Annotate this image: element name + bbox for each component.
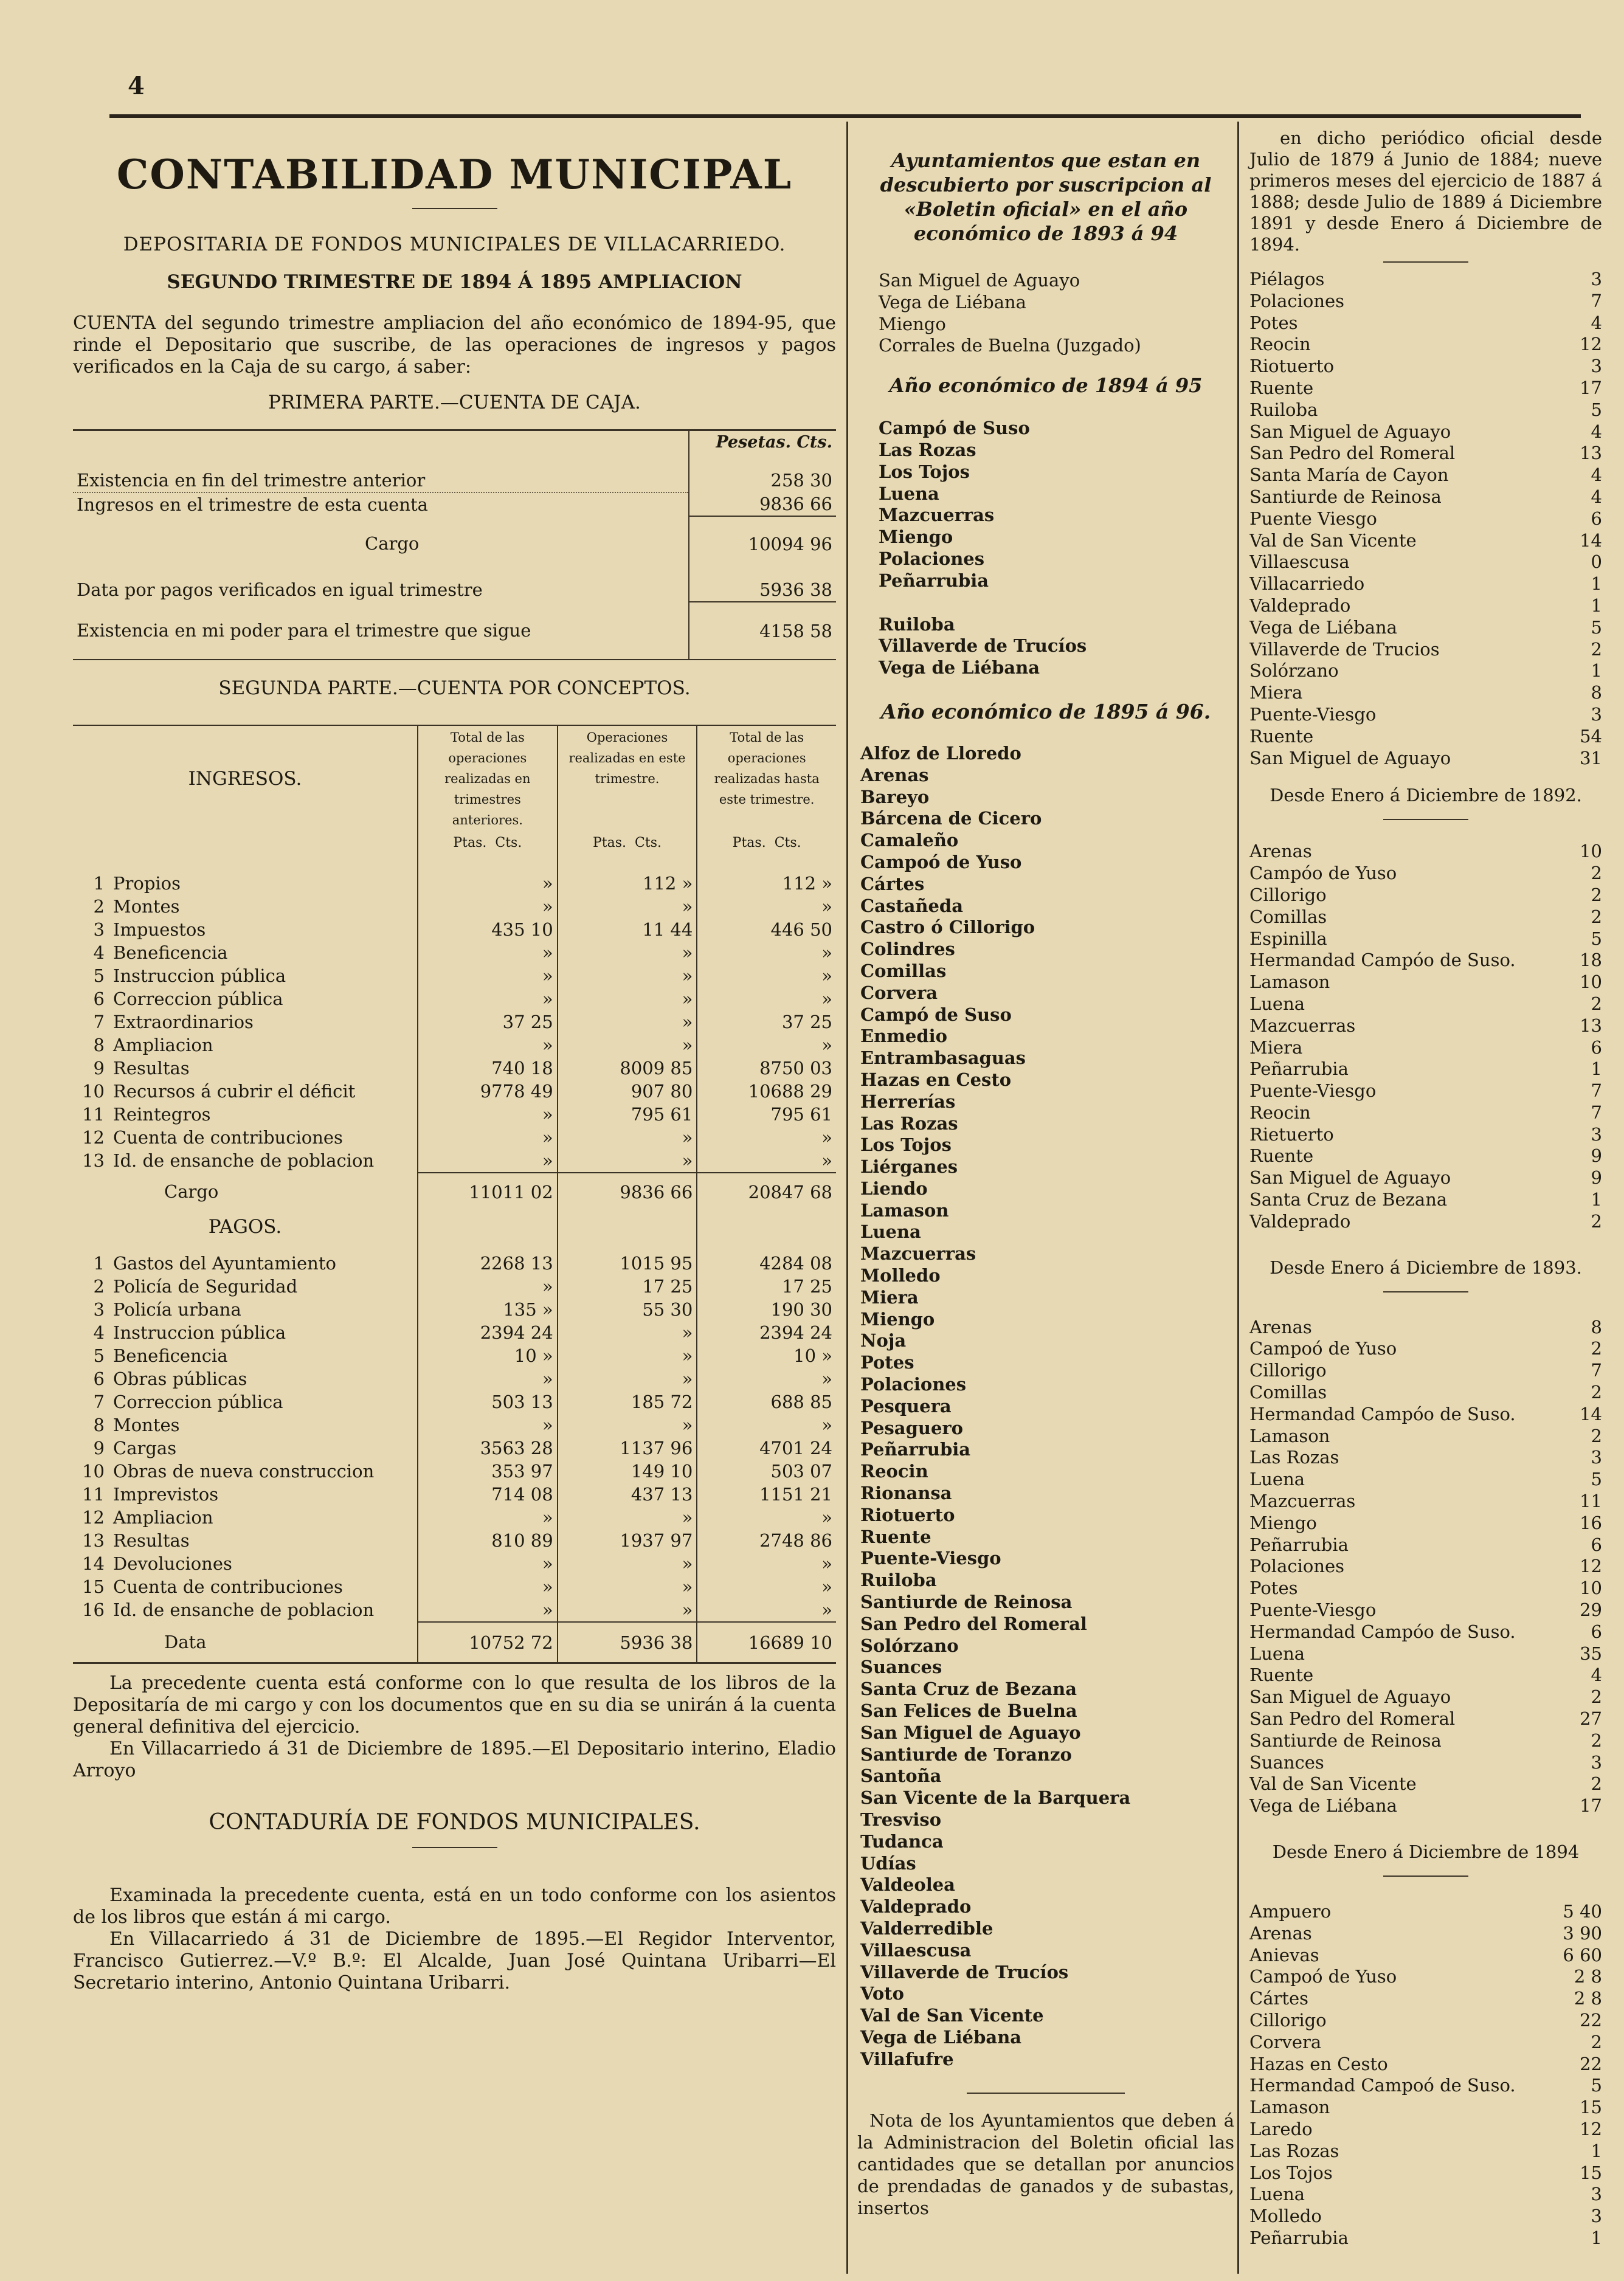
debt-row: Suances 3 xyxy=(1249,1751,1602,1773)
debt-row: Santa Cruz de Bezana 1 xyxy=(1249,1189,1602,1210)
part1-header: Pesetas. Cts. xyxy=(689,431,836,454)
ayuntamiento-item: Santa Cruz de Bezana xyxy=(860,1679,1077,1700)
debt-row: Rietuerto 3 xyxy=(1249,1123,1602,1145)
debt-row: Puente-Viesgo 29 xyxy=(1249,1599,1602,1621)
nota-paragraph: Nota de los Ayuntamientos que deben á la Administracion del Boletin oficial las cantidades que se detallan por anuncios de prendadas de ganados y de subastas, insertos xyxy=(857,2110,1234,2218)
concept-row: 5 Instruccion pública » » » xyxy=(73,964,836,987)
ayuntamiento-item: Las Rozas xyxy=(860,1113,958,1134)
debt-row: Cillorigo 22 xyxy=(1249,2009,1602,2031)
debt-row: Molledo 3 xyxy=(1249,2206,1602,2227)
part1-title: PRIMERA PARTE.—CUENTA DE CAJA. xyxy=(268,392,641,413)
debt-row: Val de San Vicente 2 xyxy=(1249,1773,1602,1795)
ayuntamiento-item: Pesaguero xyxy=(860,1417,964,1438)
ayuntamiento-item: Corrales de Buelna (Juzgado) xyxy=(879,335,1141,356)
debt-row: San Miguel de Aguayo 2 xyxy=(1249,1686,1602,1708)
concept-row: 7 Extraordinarios 37 25 » 37 25 xyxy=(73,1010,836,1034)
part1-row: Data por pagos verificados en igual trimestre 5936 38 xyxy=(73,566,836,602)
part2-table: INGRESOS. Total de las operaciones realizadas en trimestres anteriores. Operaciones realizadas en este trimestre. Total de las operaciones realizadas hasta este trimestre. Ptas. Cts. Ptas. Cts. Ptas. Cts. 1 Propios » 112 » 112 » 2 Montes » » » 3 Impuestos 435 10 11 44 446 50 4 Beneficencia » » » 5 Instruccion pública » » » 6 Correccion pública » » » 7 Extraordinarios 37 25 » 37 25 8 Ampliacion » » » 9 Resultas 740 18 8009 85 8750 03 10 Recursos á cubrir el déficit 9778 49 907 80 10688 29 11 Reintegros » 795 61 795 61 12 Cuenta de contribuciones » » » 13 Id. de ensanche de poblacion » » » Cargo 11011 02 9836 66 20847 68 PAGOS. 1 Gastos del Ayuntamiento 2268 13 1015 95 4284 08 2 Policía de Seguridad » 17 25 17 25 3 Policía urbana 135 » 55 30 190 30 4 Instruccion pública 2394 24 » 2394 24 5 Beneficencia 10 » » 10 » 6 Obras públicas » » » 7 Correccion pública 503 13 185 72 688 85 8 Montes » » » 9 Cargas 3563 28 1137 96 4701 24 10 Obras de nueva construccion 353 97 149 10 503 07 11 Imprevistos 714 08 437 13 1151 21 12 Ampliacion » » » 13 Resultas 810 89 1937 97 2748 86 14 Devoluciones » » » 15 Cuenta de contribuciones » » » 16 Id. de ensanche de poblacion » » » Data 10752 72 5936 38 16689 10 xyxy=(73,725,836,1662)
ayuntamiento-item: Polaciones xyxy=(879,548,985,569)
ayuntamiento-item: San Miguel de Aguayo xyxy=(879,270,1080,291)
ayuntamiento-item: Entrambasaguas xyxy=(860,1047,1026,1069)
concept-row: 10 Obras de nueva construccion 353 97 149 10 503 07 xyxy=(73,1460,836,1483)
concept-row: 9 Resultas 740 18 8009 85 8750 03 xyxy=(73,1057,836,1080)
debt-row: Hermandad Campoó de Suso. 5 xyxy=(1249,2075,1602,2096)
debt-row: Arenas 8 xyxy=(1249,1316,1602,1337)
part1-row: Existencia en fin del trimestre anterior 258 30 xyxy=(73,469,836,492)
debt-row: Comillas 2 xyxy=(1249,906,1602,927)
debt-row: Vega de Liébana 17 xyxy=(1249,1795,1602,1817)
debt-row: Lamason 10 xyxy=(1249,971,1602,993)
pagos-heading: PAGOS. xyxy=(208,1216,282,1238)
debt-row: Las Rozas 1 xyxy=(1249,2140,1602,2161)
ayuntamiento-item: Campoó de Yuso xyxy=(860,851,1022,872)
debt-row: Santiurde de Reinosa 2 xyxy=(1249,1730,1602,1751)
ayuntamiento-item: Miengo xyxy=(879,526,953,548)
heading-1893: Desde Enero á Diciembre de 1893. xyxy=(1270,1257,1582,1278)
ayuntamiento-item: Hazas en Cesto xyxy=(860,1069,1012,1090)
ayuntamiento-item: Pesquera xyxy=(860,1395,952,1417)
debt-row: San Miguel de Aguayo 4 xyxy=(1249,421,1602,442)
debt-row: Polaciones 12 xyxy=(1249,1556,1602,1577)
ayuntamiento-item: San Miguel de Aguayo xyxy=(860,1722,1081,1743)
debt-row: Arenas 3 90 xyxy=(1249,1922,1602,1944)
ayuntamiento-item: Enmedio xyxy=(860,1026,947,1047)
ayuntamiento-item: Tudanca xyxy=(860,1831,944,1852)
debt-row: Peñarrubia 1 xyxy=(1249,1058,1602,1080)
ayuntamiento-item: Liendo xyxy=(860,1178,928,1199)
debt-row: Santa María de Cayon 4 xyxy=(1249,464,1602,486)
debt-row: Ruente 17 xyxy=(1249,377,1602,398)
debt-row: Ampuero 5 40 xyxy=(1249,1901,1602,1922)
ayuntamiento-item: San Felices de Buelna xyxy=(860,1700,1077,1722)
ayuntamiento-item: Miengo xyxy=(879,313,946,334)
ayuntamiento-item: Luena xyxy=(860,1221,921,1243)
contaduria-signature: En Villacarriedo á 31 de Diciembre de 1895.—El Regidor Interventor, Francisco Gutierrez.—V.º B.º: El Alcalde, Juan José Quintana Uribarri—El Secretario interino, Antonio Quintana Uribarri. xyxy=(73,1928,836,1993)
concept-row: 3 Policía urbana 135 » 55 30 190 30 xyxy=(73,1298,836,1321)
ayuntamiento-item: Villaescusa xyxy=(860,1939,972,1961)
intro-paragraph: CUENTA del segundo trimestre ampliacion del año económico de 1894-95, que rinde el Depositario que suscribe, de las operaciones de ingresos y pagos verificados en la Caja de su cargo, á saber: xyxy=(73,312,836,378)
debt-row: Corvera 2 xyxy=(1249,2031,1602,2052)
list-1894-95-b xyxy=(857,614,1234,679)
ayuntamiento-item: Rionansa xyxy=(860,1483,952,1504)
ayuntamiento-item: Castro ó Cillorigo xyxy=(860,917,1035,938)
ayuntamiento-item: Arenas xyxy=(860,764,929,785)
list-deudas-1894 xyxy=(1249,1901,1602,2249)
depositario-signature: En Villacarriedo á 31 de Diciembre de 1895.—El Depositario interino, Eladio Arroyo xyxy=(73,1738,836,1781)
debt-row: Comillas 2 xyxy=(1249,1382,1602,1403)
concept-row: 1 Propios » 112 » 112 » xyxy=(73,872,836,895)
subtitle: SEGUNDO TRIMESTRE DE 1894 Á 1895 AMPLIACION xyxy=(167,271,742,293)
office-heading: DEPOSITARIA DE FONDOS MUNICIPALES DE VILLACARRIEDO. xyxy=(123,233,786,255)
concept-row: 13 Resultas 810 89 1937 97 2748 86 xyxy=(73,1529,836,1552)
concept-row: 15 Cuenta de contribuciones » » » xyxy=(73,1575,836,1598)
debt-row: Campóo de Yuso 2 xyxy=(1249,863,1602,884)
debt-row: Villacarriedo 1 xyxy=(1249,573,1602,595)
debt-row: Riotuerto 3 xyxy=(1249,356,1602,377)
concept-row: 6 Obras públicas » » » xyxy=(73,1367,836,1390)
ayuntamiento-item: Liérganes xyxy=(860,1156,958,1178)
column-accounts xyxy=(73,128,836,1994)
ayuntamiento-item: Valdeolea xyxy=(860,1874,955,1896)
concept-row: 14 Devoluciones » » » xyxy=(73,1552,836,1575)
deudas-intro: en dicho periódico oficial desde Julio de 1879 á Junio de 1884; nueve primeros meses del ejercicio de 1887 á 1888; desde Julio de 1889 á Diciembre 1891 y desde Enero á Diciembre de 1894. xyxy=(1249,128,1602,255)
ayuntamiento-item: Peñarrubia xyxy=(879,570,989,591)
part2-bottom-rule xyxy=(73,1662,836,1664)
debt-row: Puente Viesgo 6 xyxy=(1249,508,1602,529)
ayuntamiento-item: Cártes xyxy=(860,873,925,894)
debt-row: Cártes 2 8 xyxy=(1249,1988,1602,2009)
concept-row: 2 Policía de Seguridad » 17 25 17 25 xyxy=(73,1275,836,1298)
list-deudas-1 xyxy=(1249,269,1602,769)
ayuntamiento-item: Miera xyxy=(860,1286,919,1308)
debt-row: Santiurde de Reinosa 4 xyxy=(1249,486,1602,507)
heading-1892: Desde Enero á Diciembre de 1892. xyxy=(1270,785,1582,806)
suscripcion-title: Ayuntamientos que estan en descubierto por suscripcion al «Boletin oficial» en el año económico de 1893 á 94 xyxy=(880,149,1212,245)
debt-row: Hermandad Campóo de Suso. 6 xyxy=(1249,1621,1602,1642)
concept-row: 1 Gastos del Ayuntamiento 2268 13 1015 95 4284 08 xyxy=(73,1252,836,1275)
list-1895-96 xyxy=(857,743,1234,2071)
concept-row: 7 Correccion pública 503 13 185 72 688 85 xyxy=(73,1390,836,1413)
debt-row: Peñarrubia 6 xyxy=(1249,1534,1602,1555)
ayuntamiento-item: San Vicente de la Barquera xyxy=(860,1787,1131,1809)
debt-row: Luena 35 xyxy=(1249,1643,1602,1664)
ayuntamiento-item: Campó de Suso xyxy=(860,1004,1012,1025)
ayuntamiento-item: Potes xyxy=(860,1352,914,1373)
column-suscripcion xyxy=(857,128,1234,2219)
debt-row: Los Tojos 15 xyxy=(1249,2162,1602,2183)
debt-row: Miera 8 xyxy=(1249,682,1602,703)
debt-row: Cillorigo 2 xyxy=(1249,884,1602,905)
ayuntamiento-item: Corvera xyxy=(860,982,938,1003)
list-deudas-1892 xyxy=(1249,841,1602,1232)
debt-row: Villaverde de Trucios 2 xyxy=(1249,638,1602,660)
closing-paragraph: La precedente cuenta está conforme con lo que resulta de los libros de la Depositaría de mi cargo y con los documentos que en su dia se unirán á la cuenta general definitiva del ejercicio. xyxy=(73,1672,836,1737)
concept-row: 9 Cargas 3563 28 1137 96 4701 24 xyxy=(73,1437,836,1460)
debt-row: Luena 3 xyxy=(1249,2184,1602,2205)
ayuntamiento-item: Suances xyxy=(860,1657,942,1678)
ayuntamiento-item: Las Rozas xyxy=(879,439,976,460)
ayuntamiento-item: Santiurde de Reinosa xyxy=(860,1592,1073,1613)
ayuntamiento-item: Peñarrubia xyxy=(860,1439,971,1460)
cargo-total-row: Cargo 11011 02 9836 66 20847 68 xyxy=(73,1173,836,1210)
debt-row: Reocin 12 xyxy=(1249,334,1602,355)
part1-row: Existencia en mi poder para el trimestre que sigue 4158 58 xyxy=(73,602,836,659)
ayuntamiento-item: Colindres xyxy=(860,939,955,960)
ayuntamiento-item: Villaverde de Trucíos xyxy=(879,635,1087,657)
ayuntamiento-item: Villafufre xyxy=(860,2048,954,2069)
ayuntamiento-item: Voto xyxy=(860,1983,904,2004)
ayuntamiento-item: Lamason xyxy=(860,1199,949,1221)
list-deudas-1893 xyxy=(1249,1317,1602,1817)
concept-row: 11 Imprevistos 714 08 437 13 1151 21 xyxy=(73,1483,836,1506)
ayuntamiento-item: Santiurde de Toranzo xyxy=(860,1744,1072,1765)
debt-row: Miengo 16 xyxy=(1249,1512,1602,1533)
concept-row: 2 Montes » » » xyxy=(73,895,836,918)
ayuntamiento-item: Herrerías xyxy=(860,1091,956,1112)
ayuntamiento-item: Castañeda xyxy=(860,895,963,916)
concept-row: 4 Beneficencia » » » xyxy=(73,941,836,964)
debt-row: Puente-Viesgo 3 xyxy=(1249,703,1602,725)
ayuntamiento-item: Los Tojos xyxy=(860,1134,952,1156)
heading-1894-95: Año económico de 1894 á 95 xyxy=(889,374,1203,398)
ayuntamiento-item: Mazcuerras xyxy=(860,1243,976,1265)
ayuntamiento-item: Val de San Vicente xyxy=(860,2005,1044,2026)
debt-row: Las Rozas 3 xyxy=(1249,1447,1602,1468)
note-rule xyxy=(967,2093,1125,2094)
debt-row: Ruente 9 xyxy=(1249,1145,1602,1167)
debt-row: Arenas 10 xyxy=(1249,841,1602,862)
list-1893-94 xyxy=(857,270,1234,357)
debt-row: Puente-Viesgo 7 xyxy=(1249,1080,1602,1102)
ayuntamiento-item: Bárcena de Cicero xyxy=(860,808,1042,829)
part1-bottom-rule xyxy=(73,659,836,660)
debt-row: Luena 5 xyxy=(1249,1469,1602,1490)
ayuntamiento-item: Mazcuerras xyxy=(879,505,995,526)
list-1894-95 xyxy=(857,418,1234,592)
debt-row: Hazas en Cesto 22 xyxy=(1249,2053,1602,2074)
debt-row: Ruente 4 xyxy=(1249,1665,1602,1686)
debt-row: Ruiloba 5 xyxy=(1249,399,1602,420)
ayuntamiento-item: Ruiloba xyxy=(879,613,955,635)
ayuntamiento-item: Vega de Liébana xyxy=(879,657,1040,678)
debt-row: Villaescusa 0 xyxy=(1249,551,1602,573)
title-dash xyxy=(412,208,497,209)
debt-row: Valdeprado 1 xyxy=(1249,595,1602,616)
concept-row: 4 Instruccion pública 2394 24 » 2394 24 xyxy=(73,1321,836,1344)
ayuntamiento-item: Noja xyxy=(860,1330,907,1351)
ayuntamiento-item: Reocin xyxy=(860,1461,928,1482)
column-deudas xyxy=(1249,128,1602,2249)
ayuntamiento-item: Ruiloba xyxy=(860,1570,937,1591)
debt-row: Solórzano 1 xyxy=(1249,660,1602,682)
debt-row: Potes 10 xyxy=(1249,1578,1602,1599)
ayuntamiento-item: Polaciones xyxy=(860,1374,967,1395)
debt-row: Anievas 6 60 xyxy=(1249,1944,1602,1965)
ayuntamiento-item: Villaverde de Trucíos xyxy=(860,1961,1069,1983)
ayuntamiento-item: Vega de Liébana xyxy=(860,2026,1022,2048)
concept-row: 13 Id. de ensanche de poblacion » » » xyxy=(73,1149,836,1173)
debt-row: Hermandad Campóo de Suso. 14 xyxy=(1249,1403,1602,1424)
part1-row-cargo: Cargo 10094 96 xyxy=(73,516,836,566)
debt-row: Reocin 7 xyxy=(1249,1102,1602,1123)
ayuntamiento-item: Vega de Liébana xyxy=(879,291,1026,312)
part2-title: SEGUNDA PARTE.—CUENTA POR CONCEPTOS. xyxy=(218,677,691,699)
ayuntamiento-item: Puente-Viesgo xyxy=(860,1548,1001,1569)
ayuntamiento-item: San Pedro del Romeral xyxy=(860,1613,1087,1634)
debt-row: Lamason 2 xyxy=(1249,1425,1602,1446)
concept-row: 10 Recursos á cubrir el déficit 9778 49 907 80 10688 29 xyxy=(73,1080,836,1103)
debt-row: Mazcuerras 11 xyxy=(1249,1491,1602,1512)
part1-row: Ingresos en el trimestre de esta cuenta 9836 66 xyxy=(73,492,836,516)
ayuntamiento-item: Valdeprado xyxy=(860,1896,972,1917)
top-rule xyxy=(109,114,1581,118)
concept-row: 12 Ampliacion » » » xyxy=(73,1506,836,1529)
debt-row: Peñarrubia 1 xyxy=(1249,2227,1602,2248)
ayuntamiento-item: Riotuerto xyxy=(860,1504,955,1525)
concept-row: 3 Impuestos 435 10 11 44 446 50 xyxy=(73,918,836,941)
concept-row: 5 Beneficencia 10 » » 10 » xyxy=(73,1344,836,1367)
contaduria-title: CONTADURÍA DE FONDOS MUNICIPALES. xyxy=(209,1810,700,1835)
ayuntamiento-item: Tresviso xyxy=(860,1809,942,1830)
page-number: 4 xyxy=(128,72,145,100)
ayuntamiento-item: Santoña xyxy=(860,1765,942,1787)
concept-row: 8 Montes » » » xyxy=(73,1413,836,1437)
ayuntamiento-item: Los Tojos xyxy=(879,461,970,482)
debt-row: Espinilla 5 xyxy=(1249,928,1602,949)
concept-row: 8 Ampliacion » » » xyxy=(73,1034,836,1057)
concept-row: 6 Correccion pública » » » xyxy=(73,987,836,1010)
ingresos-heading: INGRESOS. xyxy=(188,768,302,790)
debt-row: Val de San Vicente 14 xyxy=(1249,530,1602,551)
debt-row: Miera 6 xyxy=(1249,1037,1602,1058)
debt-row: Campoó de Yuso 2 8 xyxy=(1249,1966,1602,1987)
ayuntamiento-item: Valderredible xyxy=(860,1917,993,1939)
column-divider-2 xyxy=(1237,122,1239,2274)
debt-row: Ruente 54 xyxy=(1249,725,1602,747)
ayuntamiento-item: Molledo xyxy=(860,1265,941,1286)
debt-row: Luena 2 xyxy=(1249,993,1602,1014)
data-total-row: Data 10752 72 5936 38 16689 10 xyxy=(73,1622,836,1662)
debt-row: San Pedro del Romeral 27 xyxy=(1249,1708,1602,1730)
column-divider-1 xyxy=(846,122,848,2274)
ayuntamiento-item: Alfoz de Lloredo xyxy=(860,742,1021,764)
ayuntamiento-item: Comillas xyxy=(860,960,947,981)
debt-row: Potes 4 xyxy=(1249,312,1602,333)
part1-table xyxy=(73,431,836,659)
debt-row: Valdeprado 2 xyxy=(1249,1210,1602,1232)
debt-row: Hermandad Campóo de Suso. 18 xyxy=(1249,950,1602,971)
contaduria-paragraph: Examinada la precedente cuenta, está en un todo conforme con los asientos de los libros que están á mi cargo. xyxy=(73,1885,836,1928)
debt-row: Mazcuerras 13 xyxy=(1249,1015,1602,1036)
ayuntamiento-item: Miengo xyxy=(860,1308,935,1330)
debt-row: San Miguel de Aguayo 31 xyxy=(1249,747,1602,768)
debt-row: San Pedro del Romeral 13 xyxy=(1249,443,1602,464)
ayuntamiento-item: Ruente xyxy=(860,1526,931,1547)
ayuntamiento-item: Solórzano xyxy=(860,1635,959,1656)
debt-row: Piélagos 3 xyxy=(1249,269,1602,289)
ayuntamiento-item: Bareyo xyxy=(860,786,930,807)
heading-1895-96: Año económico de 1895 á 96. xyxy=(880,699,1211,723)
debt-row: Campoó de Yuso 2 xyxy=(1249,1338,1602,1359)
debt-row: Polaciones 7 xyxy=(1249,290,1602,311)
ayuntamiento-item: Camaleño xyxy=(860,830,959,851)
debt-row: Lamason 15 xyxy=(1249,2097,1602,2118)
contaduria-dash xyxy=(412,1847,497,1848)
ayuntamiento-item: Udías xyxy=(860,1852,916,1874)
ayuntamiento-item: Luena xyxy=(879,483,939,504)
concept-row: 16 Id. de ensanche de poblacion » » » xyxy=(73,1598,836,1622)
concept-row: 11 Reintegros » 795 61 795 61 xyxy=(73,1103,836,1126)
heading-1894: Desde Enero á Diciembre de 1894 xyxy=(1272,1841,1580,1862)
debt-row: San Miguel de Aguayo 9 xyxy=(1249,1167,1602,1189)
masthead-title: CONTABILIDAD MUNICIPAL xyxy=(116,151,793,198)
debt-row: Cillorigo 7 xyxy=(1249,1360,1602,1381)
ayuntamiento-item: Campó de Suso xyxy=(879,418,1030,439)
debt-row: Laredo 12 xyxy=(1249,2118,1602,2139)
concept-row: 12 Cuenta de contribuciones » » » xyxy=(73,1126,836,1149)
debt-row: Vega de Liébana 5 xyxy=(1249,616,1602,638)
